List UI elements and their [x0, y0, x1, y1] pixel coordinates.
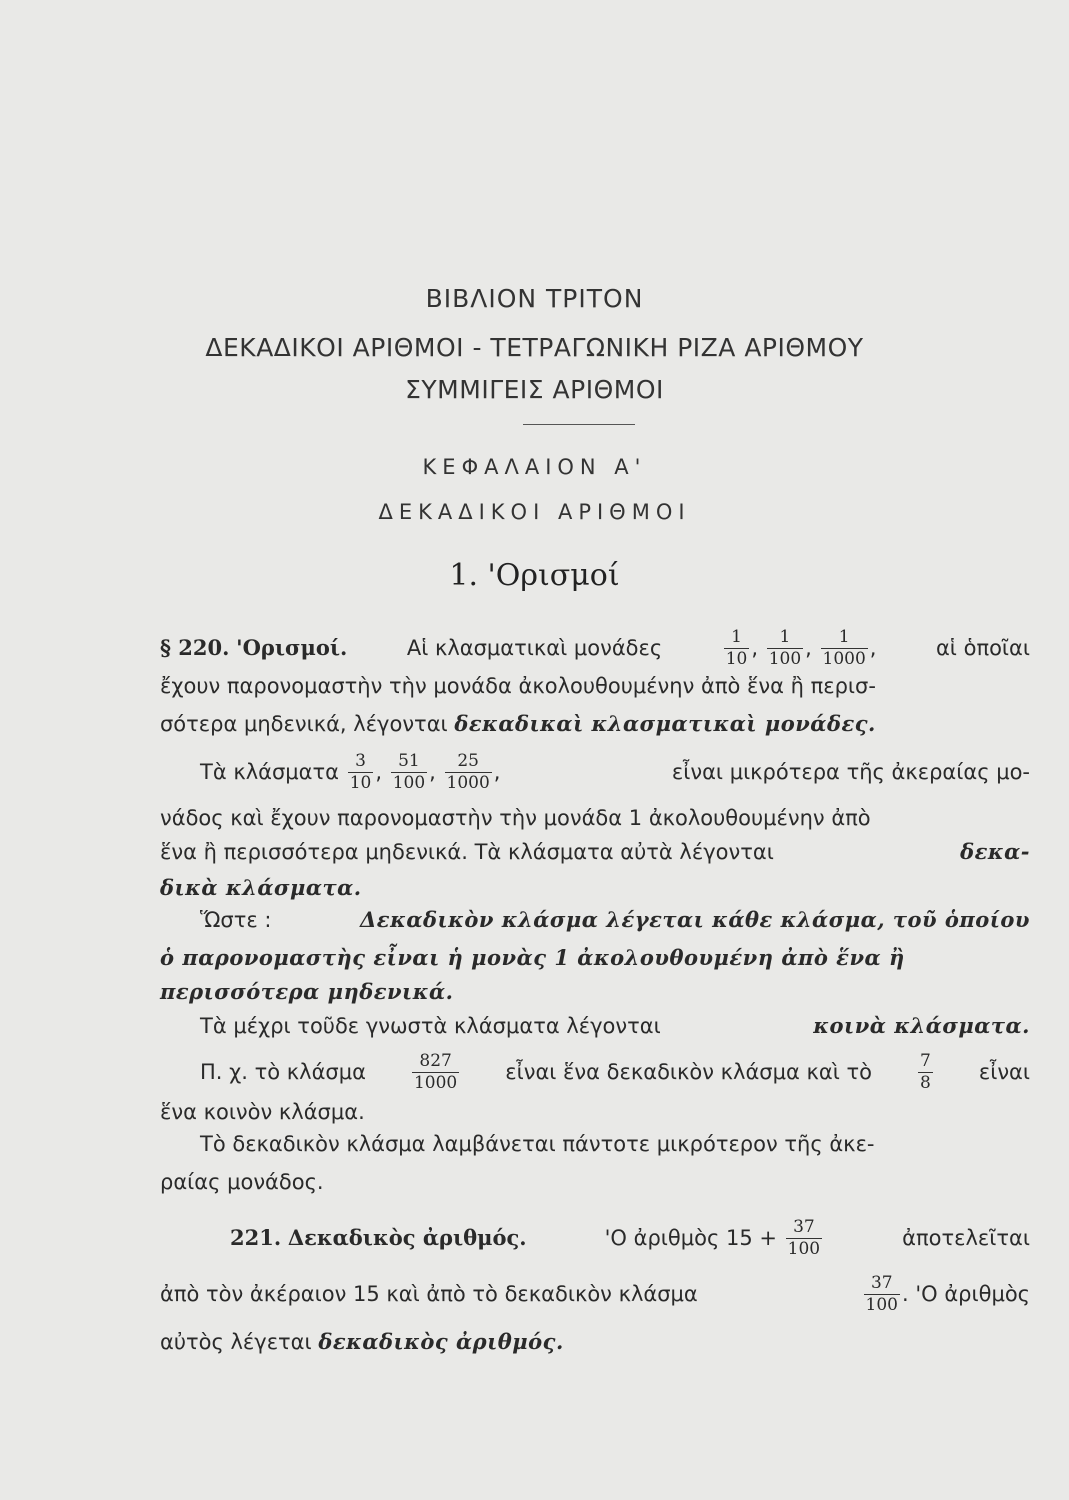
p220-line-4: Τὰ κλάσματα $\frac{3}{10}$ , $\frac{51}{100}$ , $\frac{25}{1000}$ , εἶναι μικρότερα τῆς ἀκεραίας μο- — [200, 751, 1030, 794]
fraction-denominator: 100 — [768, 649, 802, 670]
p220-text: Τὰ κλάσματα — [200, 759, 339, 784]
definition-text: Δεκαδικὸν κλάσμα λέγεται κάθε κλάσμα, τοῦ ὁποίου — [360, 907, 1030, 932]
p220-line-14: Τὸ δεκαδικὸν κλάσμα λαμβάνεται πάντοτε μικρότερον τῆς ἀκε- — [200, 1132, 875, 1156]
term-decimal-fractions: δεκα- — [960, 839, 1030, 864]
p220-text: εἶναι — [978, 1060, 1030, 1084]
book-subtitle-line-2: ΣΥΜΜΙΓΕΙΣ ΑΡΙΘΜΟΙ — [405, 375, 664, 404]
fraction-numerator: 37 — [870, 1273, 893, 1294]
p220-text: σότερα μηδενικά, λέγονται — [160, 712, 448, 736]
chapter-title: ΔΕΚΑΔΙΚΟΙ ΑΡΙΘΜΟΙ — [378, 500, 691, 524]
definition-text: ὁ παρονομαστὴς εἶναι ἡ μονὰς 1 ἀκολουθουμένη ἀπὸ ἕνα ἢ — [160, 945, 905, 970]
section-title: 1. 'Ορισμοί — [449, 558, 620, 593]
p220-text: ἕνα ἢ περισσότερα μηδενικά. Τὰ κλάσματα αὐτὰ λέγονται — [160, 840, 774, 864]
p220-text: εἶναι μικρότερα τῆς ἀκεραίας μο- — [671, 760, 1030, 784]
fraction-numerator: 51 — [398, 751, 420, 772]
p220-heading: 'Ορισμοί. — [236, 635, 348, 660]
fraction-numerator: 827 — [419, 1050, 452, 1071]
p221-line-1 — [160, 1218, 1030, 1258]
fraction — [445, 753, 492, 792]
p221-line-2 — [160, 1274, 1030, 1314]
p221-number: 221. — [230, 1225, 282, 1250]
p220-text: Αἱ κλασματικαὶ μονάδες — [406, 636, 663, 660]
fraction-numerator: 25 — [457, 751, 479, 772]
p221-text: 'Ο ἀριθμὸς 15 + — [604, 1225, 777, 1250]
fraction-denominator: 8 — [920, 1072, 931, 1093]
fraction-denominator: 10 — [349, 773, 372, 794]
fraction-numerator: 3 — [355, 751, 366, 772]
p220-line-11 — [160, 1006, 1030, 1046]
fraction — [864, 1275, 900, 1314]
p220-number: § 220. — [160, 635, 230, 660]
p220-line-12 — [160, 1052, 1030, 1092]
p220-line-13: ἕνα κοινὸν κλάσμα. — [160, 1100, 365, 1124]
p220-line-2: ἔχουν παρονομαστὴν τὴν μονάδα ἀκολουθουμένην ἀπὸ ἕνα ἢ περισ- — [160, 674, 876, 698]
fraction-denominator: 100 — [392, 773, 426, 794]
p221-text: . 'Ο ἀριθμὸς — [902, 1281, 1030, 1306]
fraction — [918, 1050, 933, 1093]
fraction-denominator: 1000 — [413, 1072, 458, 1093]
term-decimal-units: δεκαδικαὶ κλασματικαὶ μονάδες. — [454, 711, 876, 736]
fraction-numerator: 37 — [793, 1217, 815, 1238]
p220-line-7: δικὰ κλάσματα. — [160, 875, 362, 900]
p220-line-6 — [160, 832, 1030, 872]
fraction — [412, 1050, 459, 1093]
p221-heading: Δεκαδικὸς ἀριθμός. — [287, 1225, 527, 1250]
book-title: ΒΙΒΛΙΟΝ ΤΡΙΤΟΝ — [425, 284, 644, 313]
fraction — [821, 629, 868, 668]
fraction-denominator: 100 — [865, 1295, 898, 1316]
fraction-denominator: 1000 — [822, 649, 866, 670]
p220-text: Π. χ. τὸ κλάσμα — [200, 1060, 366, 1084]
p221-text: ἀποτελεῖται — [902, 1226, 1030, 1250]
fraction-denominator: 100 — [787, 1239, 821, 1260]
title-divider — [523, 424, 635, 425]
p220-line-5: νάδος καὶ ἔχουν παρονομαστὴν τὴν μονάδα 1 ἀκολουθουμένην ἀπὸ — [160, 806, 871, 830]
fraction — [767, 629, 803, 668]
book-subtitle-line-1: ΔΕΚΑΔΙΚΟΙ ΑΡΙΘΜΟΙ - ΤΕΤΡΑΓΩΝΙΚΗ ΡΙΖΑ ΑΡΙΘΜΟΥ — [205, 333, 864, 362]
chapter-heading: ΚΕΦΑΛΑΙΟΝ Α' — [422, 455, 647, 479]
p220-text: Τὰ μέχρι τοῦδε γνωστὰ κλάσματα λέγονται — [200, 1014, 661, 1038]
fraction-numerator: 1 — [779, 627, 791, 648]
fraction-numerator: 1 — [731, 627, 742, 648]
fraction-numerator: 7 — [920, 1050, 931, 1071]
p220-text: αἱ ὁποῖαι — [935, 636, 1030, 660]
p220-text: Ὥστε : — [200, 908, 272, 932]
fraction — [724, 629, 750, 668]
p221-text: αὐτὸς λέγεται — [160, 1330, 312, 1354]
fraction — [348, 753, 374, 792]
fraction — [786, 1219, 822, 1258]
p220-line-8 — [160, 900, 1030, 940]
p220-line-15: ραίας μονάδος. — [160, 1170, 324, 1194]
p221-text: ἀπὸ τὸν ἀκέραιον 15 καὶ ἀπὸ τὸ δεκαδικὸν κλάσμα — [160, 1282, 698, 1306]
p220-line-3 — [160, 704, 1030, 744]
fraction — [391, 753, 427, 792]
term-decimal-number: δεκαδικὸς ἀριθμός. — [318, 1329, 564, 1354]
fraction-denominator: 10 — [725, 649, 748, 670]
p221-line-3 — [160, 1322, 1030, 1362]
definition-text: περισσότερα μηδενικά. — [160, 979, 454, 1004]
fraction-numerator: 1 — [838, 627, 850, 648]
term-common-fractions: κοινὰ κλάσματα. — [813, 1013, 1030, 1038]
p220-line-1: § 220. 'Ορισμοί. Αἱ κλασματικαὶ μονάδες $\frac{1}{10}$ , $\frac{1}{100}$ , $\frac{1}{1000}$ , αἱ ὁποῖαι — [160, 627, 1030, 670]
fraction-denominator: 1000 — [446, 773, 490, 794]
p220-text: εἶναι ἕνα δεκαδικὸν κλάσμα καὶ τὸ — [505, 1060, 872, 1084]
